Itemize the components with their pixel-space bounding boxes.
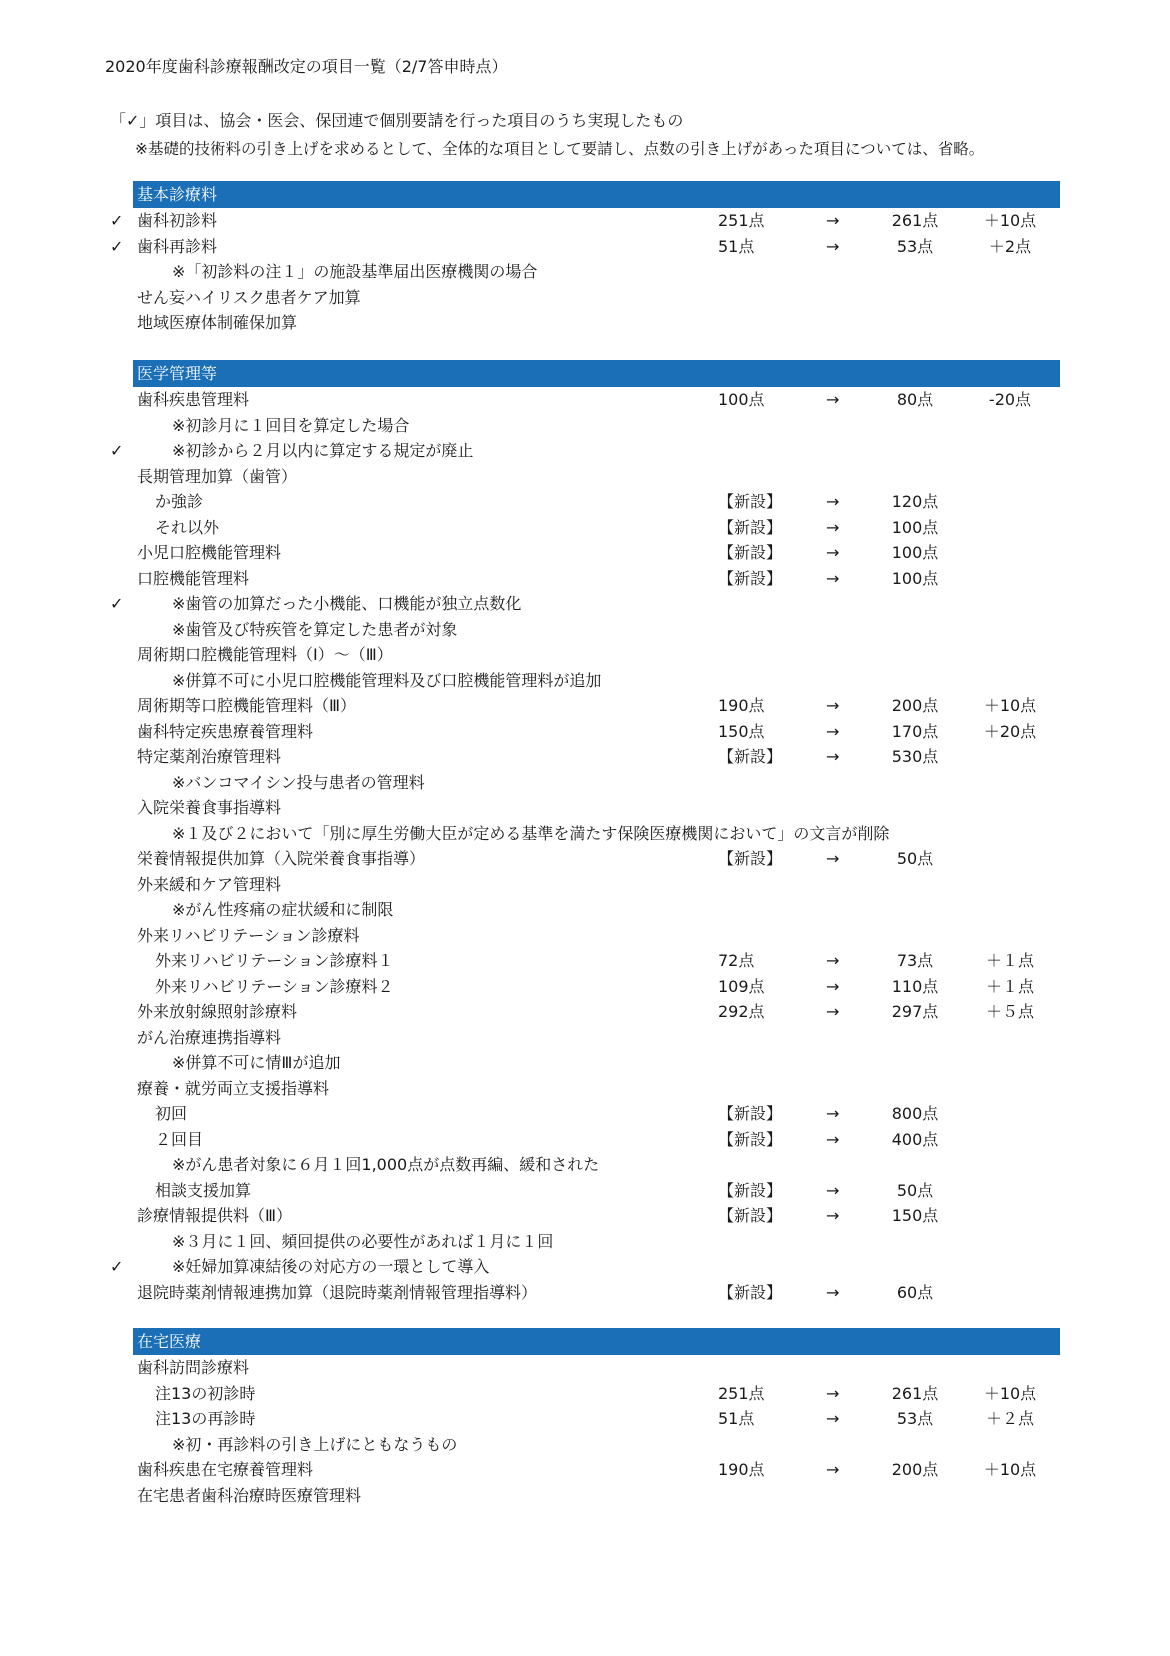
new-points: 170点 [891,721,939,741]
item-label: 歯科特定疾患療養管理料 [137,721,314,741]
table-row [0,616,1170,643]
table-row [0,233,1170,260]
check-mark-icon: ✓ [110,594,124,613]
points-difference: ＋５点 [985,1002,1034,1021]
points-difference: -20点 [988,390,1032,409]
table-row [0,1024,1170,1051]
old-points: 【新設】 [718,568,783,588]
item-label: 歯科訪問診療料 [137,1358,250,1377]
old-points: 100点 [718,390,765,409]
table-row [0,1075,1170,1102]
table-row [0,1279,1170,1306]
old-points: 109点 [718,976,765,996]
table-row [0,437,1170,464]
item-label: 歯科疾患管理料 [137,390,250,409]
points-difference: ＋１点 [985,976,1034,996]
item-label: ※１及び２において「別に厚生労働大臣が定める基準を満たす保険医療機関において」の文言が削除 [172,823,890,843]
points-difference: ＋10点 [983,211,1037,230]
old-points: 【新設】 [718,1104,783,1123]
old-points: 51点 [718,236,755,256]
check-legend-note: 「✓」項目は、協会・医会、保団連で個別要請を行った項目のうち実現したもの [110,111,684,130]
item-label: 特定薬剤治療管理料 [137,747,282,766]
old-points: 190点 [718,1460,765,1479]
old-points: 150点 [718,721,765,741]
table-row [0,284,1170,311]
section-header: 在宅医療 [133,1328,1060,1355]
item-label: 注13の再診時 [155,1409,256,1428]
new-points: 100点 [891,543,939,562]
points-difference: ＋20点 [983,721,1037,741]
table-row [0,1431,1170,1458]
item-label: 歯科疾患在宅療養管理料 [137,1460,314,1479]
item-label: 初回 [155,1104,188,1123]
new-points: 50点 [896,849,934,868]
arrow-right-icon: → [826,1460,840,1479]
item-label: 口腔機能管理料 [137,568,250,588]
item-label: ※がん性疼痛の症状緩和に制限 [172,900,394,919]
points-difference: ＋10点 [983,1383,1037,1403]
item-label: 小児口腔機能管理料 [137,543,282,562]
arrow-right-icon: → [826,1129,840,1149]
table-row [0,1100,1170,1127]
table-row [0,998,1170,1025]
item-label: ２回目 [155,1129,204,1149]
new-points: 800点 [891,1104,939,1123]
item-label: か強診 [155,492,204,511]
check-mark-icon: ✓ [110,211,124,230]
new-points: 100点 [891,517,939,537]
item-label: ※３月に１回、頻回提供の必要性があれば１月に１回 [172,1231,554,1251]
item-label: 外来リハビリテーション診療料１ [155,951,394,970]
item-label: 外来リハビリテーション診療料２ [155,976,394,996]
old-points: 190点 [718,696,765,715]
item-label: 療養・就労両立支援指導料 [137,1078,330,1098]
check-mark-icon: ✓ [110,441,124,460]
arrow-right-icon: → [826,1104,840,1123]
new-points: 80点 [896,390,934,409]
arrow-right-icon: → [826,976,840,996]
points-difference: ＋10点 [983,1460,1037,1479]
new-points: 150点 [891,1206,939,1225]
table-row [0,743,1170,770]
new-points: 400点 [891,1129,939,1149]
table-row [0,794,1170,821]
table-row [0,1151,1170,1178]
table-row [0,845,1170,872]
arrow-right-icon: → [826,1282,840,1302]
arrow-right-icon: → [826,211,840,230]
table-row [0,1126,1170,1153]
table-row [0,386,1170,413]
new-points: 100点 [891,568,939,588]
table-row [0,896,1170,923]
points-difference: ＋２点 [985,1409,1034,1428]
new-points: 261点 [891,1383,939,1403]
item-label: 周術期口腔機能管理料（Ⅰ）～（Ⅲ） [137,645,393,664]
item-label: 退院時薬剤情報連携加算（退院時薬剤情報管理指導料） [137,1282,538,1302]
old-points: 【新設】 [718,849,783,868]
table-row [0,641,1170,668]
old-points: 【新設】 [718,1206,783,1225]
table-row [0,412,1170,439]
new-points: 53点 [896,236,934,256]
item-label: 歯科再診料 [137,236,218,256]
new-points: 60点 [896,1282,934,1302]
table-row [0,590,1170,617]
arrow-right-icon: → [826,492,840,511]
item-label: ※初診月に１回目を算定した場合 [172,415,410,435]
item-label: 入院栄養食事指導料 [137,798,282,817]
item-label: ※初・再診料の引き上げにともなうもの [172,1434,458,1454]
arrow-right-icon: → [826,1409,840,1428]
table-row [0,514,1170,541]
table-row [0,947,1170,974]
table-row [0,718,1170,745]
old-points: 【新設】 [718,1129,783,1149]
arrow-right-icon: → [826,1206,840,1225]
item-label: ※妊婦加算凍結後の対応方の一環として導入 [172,1257,490,1276]
table-row [0,1049,1170,1076]
arrow-right-icon: → [826,747,840,766]
item-label: 地域医療体制確保加算 [137,313,298,332]
table-row [0,565,1170,592]
points-difference: ＋１点 [985,951,1034,970]
item-label: ※歯管の加算だった小機能、口機能が独立点数化 [172,594,522,613]
item-label: 外来リハビリテーション診療料 [137,925,360,945]
old-points: 【新設】 [718,492,783,511]
table-row [0,1456,1170,1483]
table-row [0,488,1170,515]
new-points: 200点 [891,1460,939,1479]
new-points: 120点 [891,492,939,511]
item-label: 診療情報提供料（Ⅲ） [137,1206,293,1225]
arrow-right-icon: → [826,696,840,715]
new-points: 110点 [891,976,939,996]
arrow-right-icon: → [826,849,840,868]
item-label: 外来放射線照射診療料 [137,1002,298,1021]
arrow-right-icon: → [826,390,840,409]
item-label: 歯科初診料 [137,211,218,230]
new-points: 530点 [891,747,939,766]
table-row [0,1405,1170,1432]
omission-note: ※基礎的技術料の引き上げを求めるとして、全体的な項目として要請し、点数の引き上げがあった項目については、省略。 [135,140,985,158]
new-points: 73点 [896,951,934,970]
old-points: 【新設】 [718,1180,783,1200]
new-points: 50点 [896,1180,934,1200]
table-row [0,692,1170,719]
section-header: 基本診療料 [133,181,1060,208]
new-points: 297点 [891,1002,939,1021]
arrow-right-icon: → [826,1383,840,1403]
item-label: ※歯管及び特疾管を算定した患者が対象 [172,619,458,639]
item-label: 注13の初診時 [155,1383,256,1403]
page-title: 2020年度歯科診療報酬改定の項目一覧（2/7答申時点） [105,57,508,76]
item-label: 栄養情報提供加算（入院栄養食事指導） [137,849,426,868]
check-mark-icon: ✓ [110,1257,124,1276]
table-row [0,539,1170,566]
arrow-right-icon: → [826,568,840,588]
old-points: 72点 [718,951,755,970]
table-row [0,258,1170,285]
old-points: 251点 [718,1383,765,1403]
arrow-right-icon: → [826,1002,840,1021]
old-points: 【新設】 [718,543,783,562]
item-label: それ以外 [155,517,220,537]
table-row [0,1228,1170,1255]
section-header: 医学管理等 [133,360,1060,387]
new-points: 261点 [891,211,939,230]
arrow-right-icon: → [826,721,840,741]
arrow-right-icon: → [826,951,840,970]
old-points: 292点 [718,1002,765,1021]
old-points: 51点 [718,1409,755,1428]
arrow-right-icon: → [826,517,840,537]
table-row [0,1482,1170,1509]
item-label: ※「初診料の注１」の施設基準届出医療機関の場合 [172,262,538,281]
old-points: 【新設】 [718,1282,783,1302]
table-row [0,922,1170,949]
old-points: 251点 [718,211,765,230]
table-row [0,309,1170,336]
item-label: 在宅患者歯科治療時医療管理料 [137,1485,362,1505]
item-label: 外来緩和ケア管理料 [137,874,282,894]
table-row [0,1202,1170,1229]
old-points: 【新設】 [718,517,783,537]
table-row [0,1177,1170,1204]
arrow-right-icon: → [826,543,840,562]
item-label: ※初診から２月以内に算定する規定が廃止 [172,441,474,460]
new-points: 53点 [896,1409,934,1428]
item-label: せん妄ハイリスク患者ケア加算 [137,287,361,307]
item-label: 相談支援加算 [155,1180,252,1200]
table-row [0,973,1170,1000]
points-difference: ＋10点 [983,696,1037,715]
table-row [0,1253,1170,1280]
item-label: ※バンコマイシン投与患者の管理料 [172,772,425,792]
points-difference: ＋2点 [988,236,1032,256]
table-row [0,871,1170,898]
new-points: 200点 [891,696,939,715]
table-row [0,820,1170,847]
table-row [0,207,1170,234]
item-label: 周術期等口腔機能管理料（Ⅲ） [137,696,357,715]
item-label: ※併算不可に小児口腔機能管理料及び口腔機能管理料が追加 [172,670,602,690]
table-row [0,463,1170,490]
table-row [0,667,1170,694]
table-row [0,1380,1170,1407]
check-mark-icon: ✓ [110,236,124,256]
item-label: ※併算不可に情Ⅲが追加 [172,1053,341,1072]
item-label: がん治療連携指導料 [137,1027,282,1047]
item-label: 長期管理加算（歯管） [137,466,298,486]
arrow-right-icon: → [826,236,840,256]
old-points: 【新設】 [718,747,783,766]
arrow-right-icon: → [826,1180,840,1200]
item-label: ※がん患者対象に６月１回1,000点が点数再編、緩和された [172,1155,600,1174]
table-row [0,769,1170,796]
table-row [0,1354,1170,1381]
